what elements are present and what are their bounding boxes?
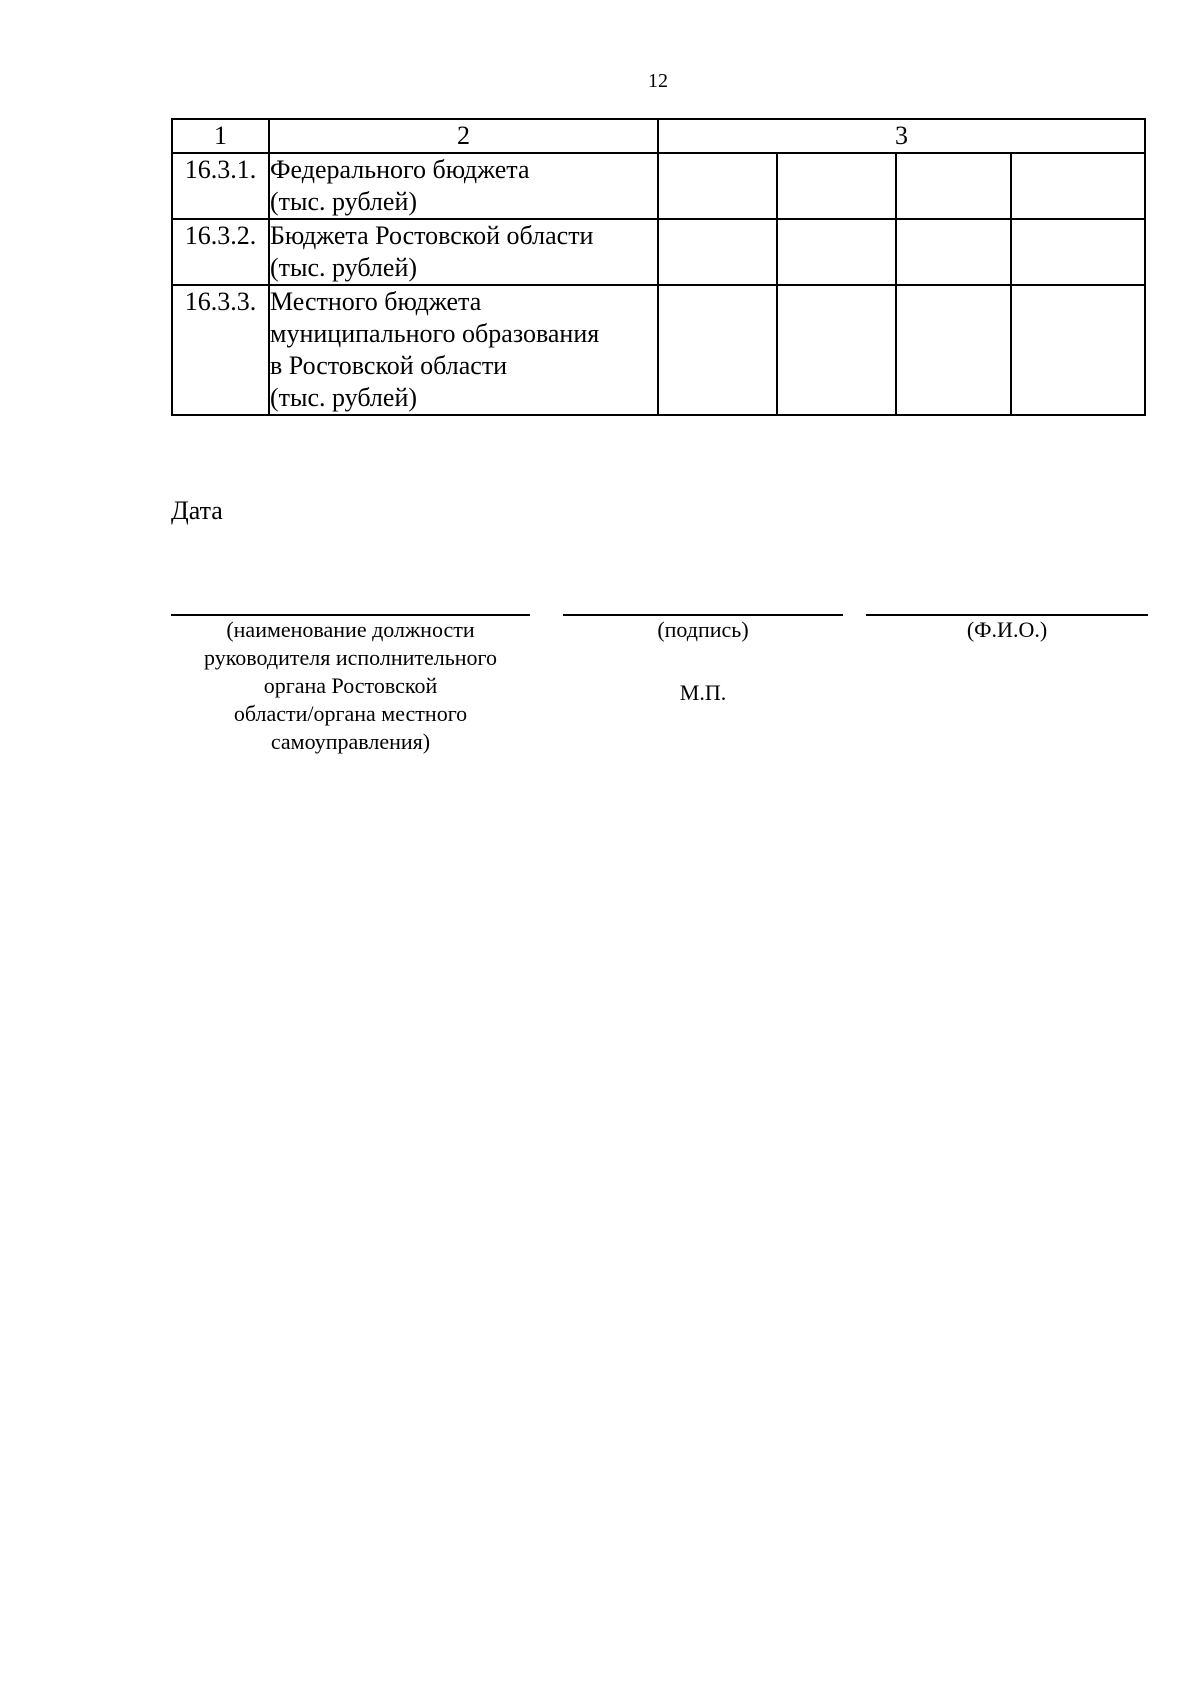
- value-cell: [777, 285, 896, 415]
- signature-caption: (подпись): [657, 617, 749, 642]
- row-name-line: (тыс. рублей): [270, 187, 418, 216]
- stamp-label: М.П.: [679, 680, 727, 705]
- position-caption: [171, 616, 530, 756]
- header-col-1: 1: [172, 119, 269, 153]
- header-col-2: 2: [269, 119, 658, 153]
- row-name-line: Бюджета Ростовской области: [270, 221, 594, 250]
- value-cell: [1011, 153, 1145, 219]
- row-name: [269, 153, 658, 219]
- row-number: 16.3.3.: [172, 285, 269, 415]
- table-row: [172, 153, 1145, 219]
- table-header-row: [172, 119, 1145, 153]
- position-caption-line: руководителя исполнительного: [203, 645, 497, 670]
- row-number: 16.3.1.: [172, 153, 269, 219]
- date-label: Дата: [171, 496, 223, 525]
- value-cell: [1011, 219, 1145, 285]
- row-name-line: Местного бюджета: [270, 287, 482, 316]
- value-cell: [777, 153, 896, 219]
- row-number: 16.3.2.: [172, 219, 269, 285]
- value-cell: [896, 153, 1011, 219]
- row-name: [269, 219, 658, 285]
- row-name-line: в Ростовской области: [270, 351, 508, 380]
- table-row: [172, 219, 1145, 285]
- full-name-caption: (Ф.И.О.): [966, 617, 1048, 642]
- row-name-line: (тыс. рублей): [270, 383, 418, 412]
- value-cell: [658, 219, 777, 285]
- row-name: [269, 285, 658, 415]
- row-name-line: Федерального бюджета: [270, 155, 530, 184]
- page-number: 12: [648, 70, 668, 92]
- value-cell: [896, 219, 1011, 285]
- position-caption-line: органа Ростовской: [263, 673, 438, 698]
- position-caption-line: области/органа местного: [233, 701, 468, 726]
- table-row: [172, 285, 1145, 415]
- row-name-line: (тыс. рублей): [270, 253, 418, 282]
- row-name-line: муниципального образования: [270, 319, 600, 348]
- value-cell: [658, 153, 777, 219]
- value-cell: [777, 219, 896, 285]
- header-col-3: 3: [658, 119, 1145, 153]
- value-cell: [1011, 285, 1145, 415]
- budget-table: [171, 118, 1146, 416]
- position-caption-line: (наименование должности: [226, 617, 475, 642]
- value-cell: [658, 285, 777, 415]
- position-caption-line: самоуправления): [270, 729, 431, 754]
- value-cell: [896, 285, 1011, 415]
